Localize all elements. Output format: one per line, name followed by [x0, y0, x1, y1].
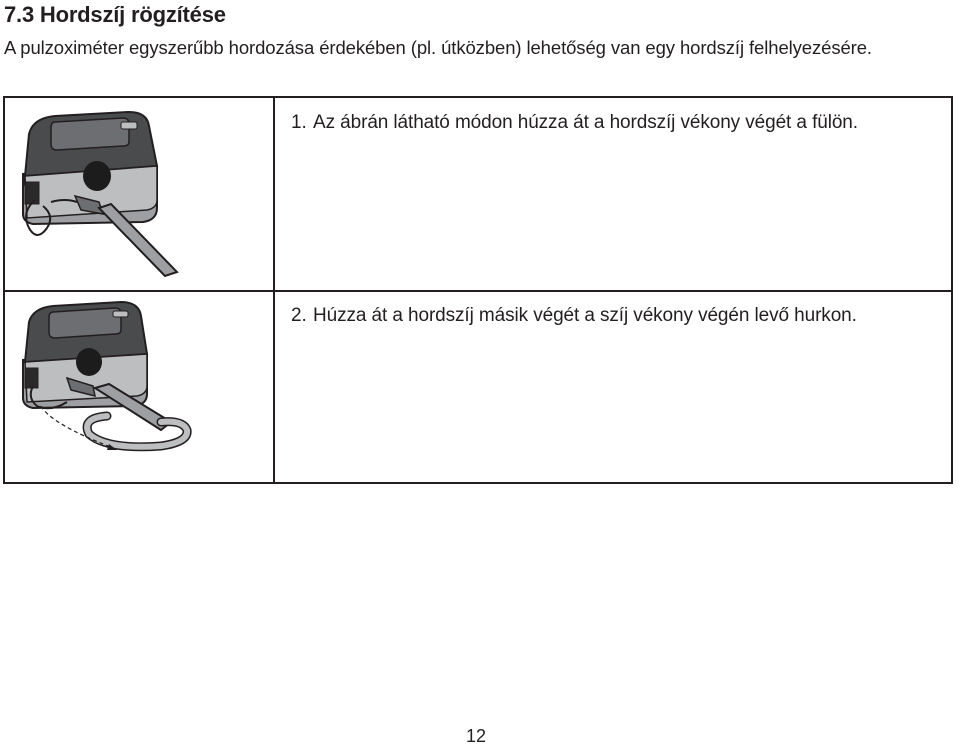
pulse-oximeter-strap-threading-icon: [11, 104, 269, 284]
step-instruction: Az ábrán látható módon húzza át a hordszíj vékony végét a fülön.: [313, 112, 858, 133]
step-row-2: [5, 292, 951, 482]
step-number: 2.: [291, 305, 307, 326]
pulse-oximeter-strap-loop-icon: [11, 298, 269, 478]
step-1-text: [291, 109, 933, 136]
step-row-1: [5, 98, 951, 290]
step-2-text: [291, 302, 933, 329]
section-intro: A pulzoximéter egyszerűbb hordozása érdekében (pl. útközben) lehetőség van egy hordszíj felhelyezésére.: [4, 37, 872, 58]
page-number: 12: [466, 726, 487, 746]
section-heading: 7.3 Hordszíj rögzítése: [4, 2, 226, 27]
step-instruction: Húzza át a hordszíj másik végét a szíj vékony végén levő hurkon.: [313, 305, 857, 326]
step-number: 1.: [291, 112, 307, 133]
steps-table: [3, 96, 953, 484]
